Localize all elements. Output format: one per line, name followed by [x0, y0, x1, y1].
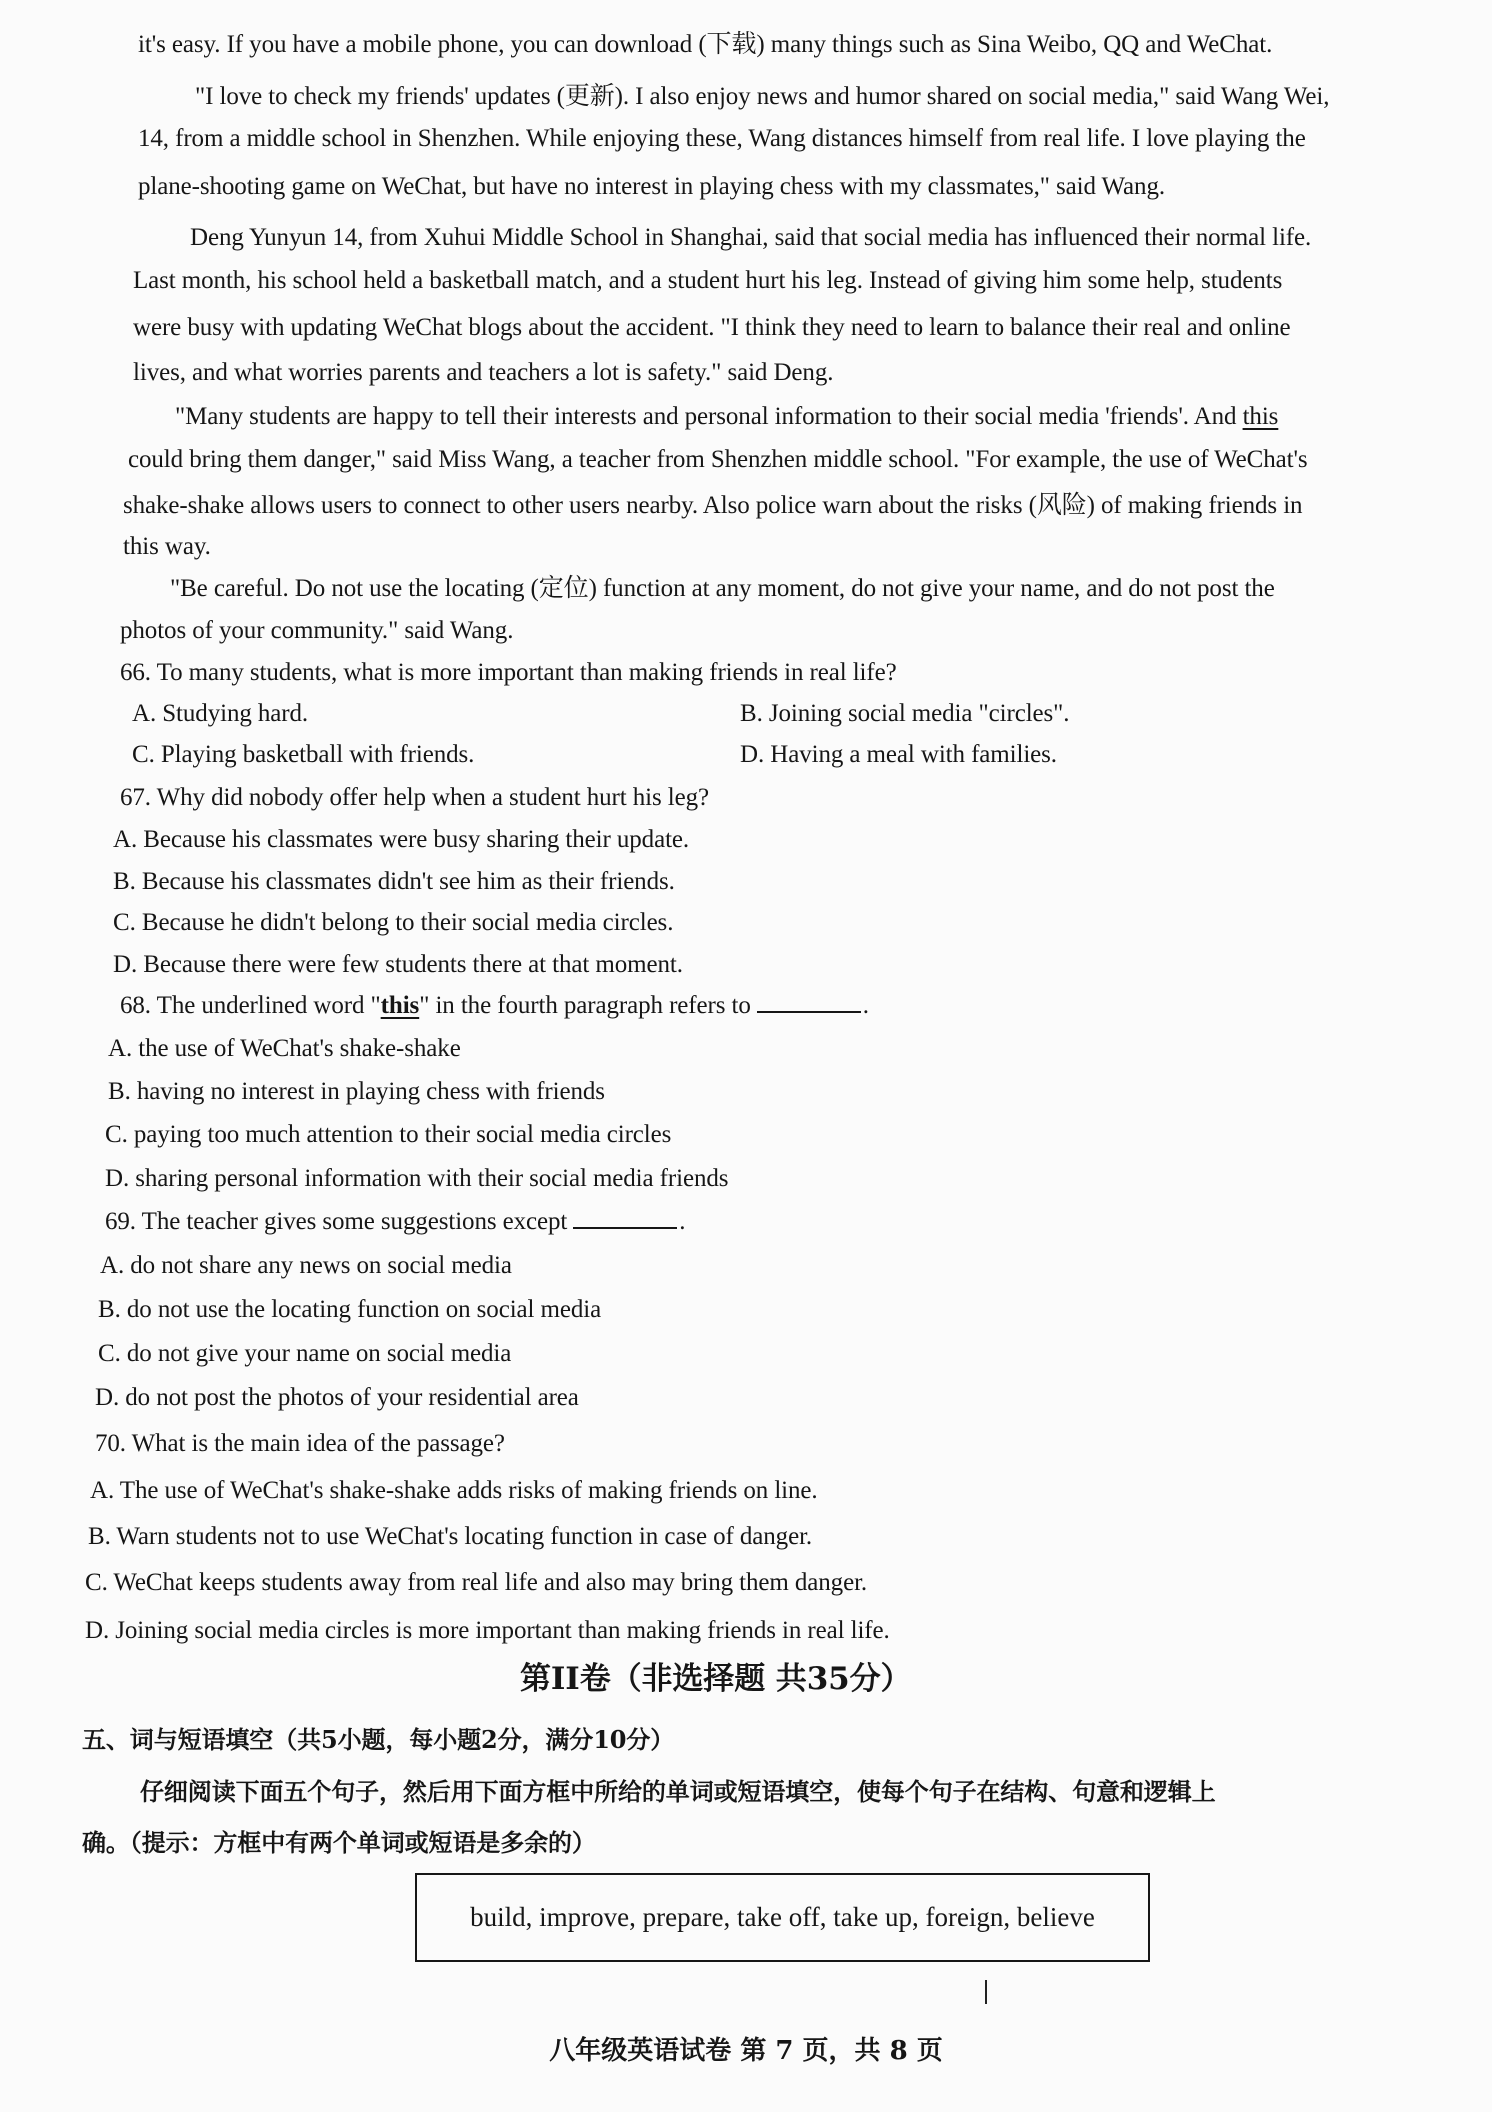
option-c: C. paying too much attention to their social media circles — [105, 1121, 672, 1148]
answer-blank — [573, 1205, 677, 1229]
underlined-word: this — [1242, 403, 1279, 430]
option-a: A. The use of WeChat's shake-shake adds risks of making friends on line. — [90, 1477, 818, 1504]
option-c: C. do not give your name on social media — [98, 1340, 512, 1367]
instruction-line: 确。（提示：方框中有两个单词或短语是多余的） — [82, 1828, 596, 1857]
question-stem — [105, 1205, 685, 1239]
question-stem: 66. To many students, what is more important than making friends in real life? — [120, 659, 897, 686]
question-stem: 67. Why did nobody offer help when a student hurt his leg? — [120, 784, 710, 811]
option-a: A. do not share any news on social media — [100, 1252, 512, 1279]
passage-line: 14, from a middle school in Shenzhen. While enjoying these, Wang distances himself from real life. I love playing the — [138, 125, 1306, 152]
passage-line: photos of your community." said Wang. — [120, 617, 514, 644]
pen-mark — [985, 1980, 987, 2004]
stem-text: 69. The teacher gives some suggestions except — [105, 1208, 568, 1235]
option-b: B. having no interest in playing chess with friends — [108, 1078, 605, 1105]
passage-line: lives, and what worries parents and teachers a lot is safety." said Deng. — [133, 359, 834, 386]
passage-text: "Many students are happy to tell their interests and personal information to their social media 'friends'. And — [175, 403, 1243, 430]
option-d: D. Because there were few students there at that moment. — [113, 951, 683, 978]
page-footer: 八年级英语试卷 第 7 页，共 8 页 — [549, 2036, 943, 2066]
option-a: A. Studying hard. — [132, 700, 309, 727]
section-heading: 五、词与短语填空（共5小题，每小题2分，满分10分） — [82, 1725, 675, 1754]
passage-line: could bring them danger," said Miss Wang, a teacher from Shenzhen middle school. "For example, the use of WeChat's — [128, 446, 1308, 473]
option-d: D. do not post the photos of your residential area — [95, 1384, 579, 1411]
stem-end: . — [862, 992, 869, 1019]
option-b: B. Joining social media "circles". — [740, 700, 1070, 727]
passage-line: this way. — [123, 533, 211, 560]
option-c: C. Playing basketball with friends. — [132, 741, 475, 768]
option-a: A. the use of WeChat's shake-shake — [108, 1035, 461, 1062]
stem-text: " in the fourth paragraph refers to — [419, 992, 751, 1019]
option-a: A. Because his classmates were busy sharing their update. — [113, 826, 690, 853]
option-b: B. Because his classmates didn't see him as their friends. — [113, 868, 675, 895]
option-b: B. Warn students not to use WeChat's locating function in case of danger. — [88, 1523, 813, 1550]
underlined-word: this — [380, 992, 420, 1019]
answer-blank — [757, 989, 861, 1013]
passage-line: plane-shooting game on WeChat, but have no interest in playing chess with my classmates," said Wang. — [138, 173, 1166, 200]
word-bank-text: build, improve, prepare, take off, take up, foreign, believe — [470, 1902, 1095, 1932]
passage-line: were busy with updating WeChat blogs about the accident. "I think they need to learn to balance their real and online — [133, 314, 1291, 341]
option-d: D. Joining social media circles is more important than making friends in real life. — [85, 1617, 890, 1644]
stem-text: 68. The underlined word " — [120, 992, 381, 1019]
question-stem: 70. What is the main idea of the passage? — [95, 1430, 505, 1457]
part-title: 第II卷（非选择题 共35分） — [520, 1661, 912, 1697]
stem-end: . — [679, 1208, 686, 1235]
option-c: C. Because he didn't belong to their social media circles. — [113, 909, 674, 936]
instruction-line: 仔细阅读下面五个句子，然后用下面方框中所给的单词或短语填空，使每个句子在结构、句意和逻辑上 — [140, 1777, 1216, 1806]
passage-line: it's easy. If you have a mobile phone, you can download (下载) many things such as Sina Weibo, QQ and WeChat. — [138, 31, 1273, 58]
passage-line: shake-shake allows users to connect to other users nearby. Also police warn about the risks (风险) of making friends in — [123, 492, 1303, 519]
passage-line: Last month, his school held a basketball match, and a student hurt his leg. Instead of giving him some help, students — [133, 267, 1283, 294]
passage-line: "Be careful. Do not use the locating (定位) function at any moment, do not give your name, and do not post the — [170, 575, 1275, 602]
option-b: B. do not use the locating function on social media — [98, 1296, 602, 1323]
option-d: D. sharing personal information with their social media friends — [105, 1165, 729, 1192]
passage-line: "I love to check my friends' updates (更新). I also enjoy news and humor shared on social media," said Wang Wei, — [195, 83, 1330, 110]
question-stem — [120, 989, 869, 1023]
passage-line: Deng Yunyun 14, from Xuhui Middle School in Shanghai, said that social media has influenced their normal life. — [190, 224, 1312, 251]
option-d: D. Having a meal with families. — [740, 741, 1057, 768]
word-bank-box — [415, 1873, 1150, 1962]
passage-line — [175, 400, 1278, 434]
option-c: C. WeChat keeps students away from real life and also may bring them danger. — [85, 1569, 868, 1596]
